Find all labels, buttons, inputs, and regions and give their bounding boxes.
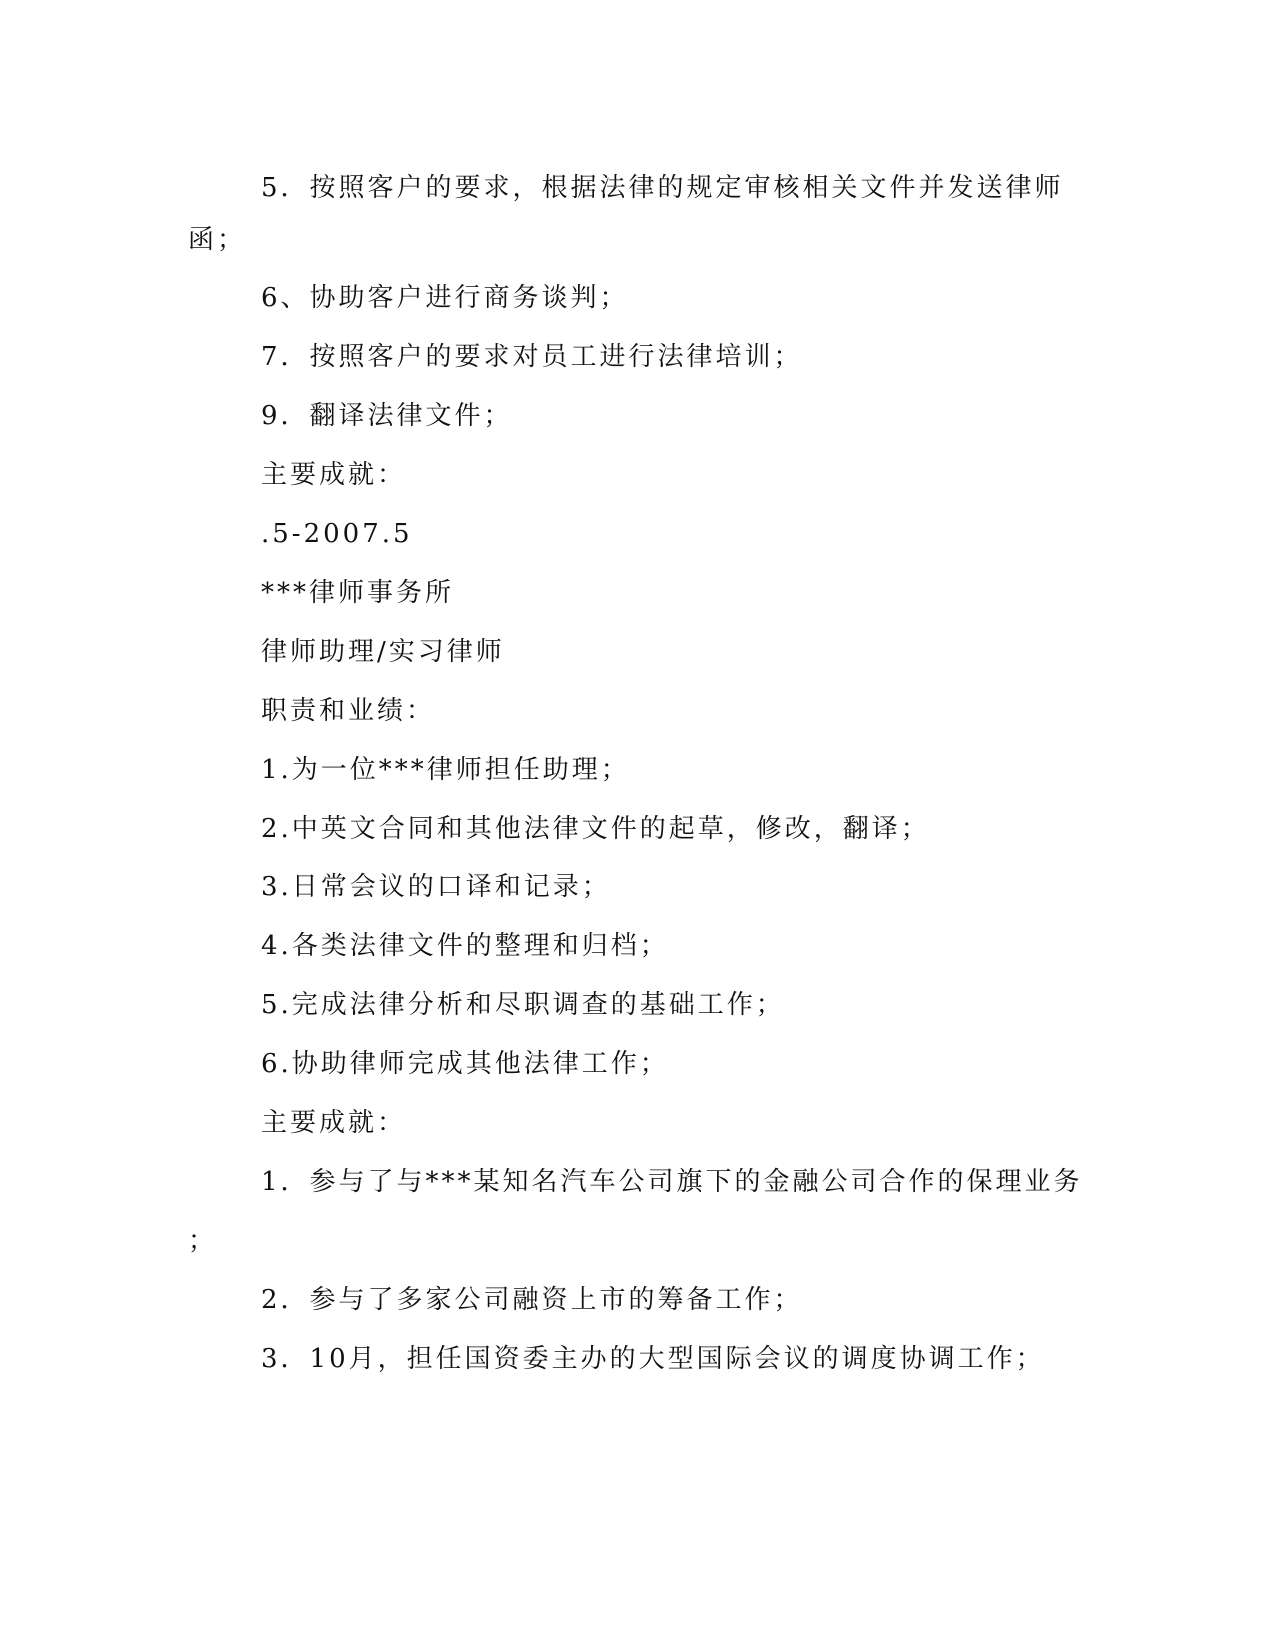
text-line: 9．翻译法律文件； bbox=[261, 401, 513, 431]
text-line: 4.各类法律文件的整理和归档； bbox=[261, 931, 669, 961]
text-line: 6.协助律师完成其他法律工作； bbox=[261, 1049, 669, 1079]
text-line: 5．按照客户的要求，根据法律的规定审核相关文件并发送律师 bbox=[261, 173, 1064, 203]
section-heading: 主要成就： bbox=[261, 460, 407, 490]
section-heading: 职责和业绩： bbox=[261, 696, 436, 726]
text-line: 2．参与了多家公司融资上市的筹备工作； bbox=[261, 1285, 803, 1315]
text-line: 函； bbox=[188, 225, 247, 255]
job-title: 律师助理/实习律师 bbox=[261, 637, 505, 667]
text-line: 1．参与了与***某知名汽车公司旗下的金融公司合作的保理业务 bbox=[261, 1167, 1083, 1197]
text-line: 6、协助客户进行商务谈判； bbox=[261, 283, 629, 313]
text-line: 3.日常会议的口译和记录； bbox=[261, 872, 611, 902]
employer-name: ***律师事务所 bbox=[261, 578, 455, 608]
text-line: 2.中英文合同和其他法律文件的起草，修改，翻译； bbox=[261, 814, 930, 844]
text-line: 7．按照客户的要求对员工进行法律培训； bbox=[261, 342, 803, 372]
text-line: ； bbox=[188, 1226, 218, 1256]
date-range: .5-2007.5 bbox=[261, 519, 413, 549]
text-line: 5.完成法律分析和尽职调查的基础工作； bbox=[261, 990, 785, 1020]
text-line: 1.为一位***律师担任助理； bbox=[261, 755, 630, 785]
text-line: 3．10月，担任国资委主办的大型国际会议的调度协调工作； bbox=[261, 1344, 1045, 1374]
section-heading: 主要成就： bbox=[261, 1108, 407, 1138]
